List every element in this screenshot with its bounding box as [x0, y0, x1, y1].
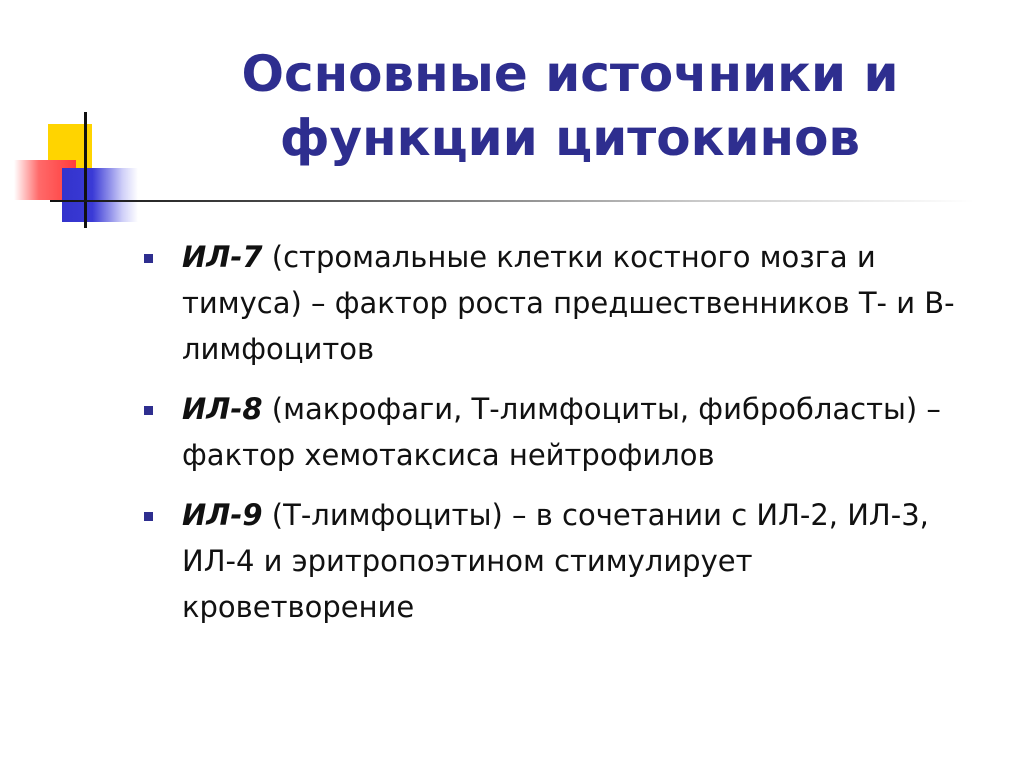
bullet-text: (стромальные клетки костного мозга и тимуса) – фактор роста предшественников Т- и В-лимфоцитов: [182, 240, 955, 366]
bullet-item-il9: [142, 492, 992, 630]
slide-title: [150, 42, 990, 170]
bullet-item-il8: [142, 386, 992, 478]
slide-title-line-1: Основные источники и: [241, 45, 899, 103]
bullet-text: (Т-лимфоциты) – в сочетании с ИЛ-2, ИЛ-3, ИЛ-4 и эритропоэтином стимулирует кроветворение: [182, 498, 929, 624]
square-bullet-icon: [144, 254, 153, 263]
vertical-line-decoration: [84, 112, 87, 228]
square-bullet-icon: [144, 512, 153, 521]
corner-ornament: [0, 0, 160, 240]
bullet-term: ИЛ-7: [182, 240, 263, 274]
bullet-term: ИЛ-8: [182, 392, 263, 426]
bullet-item-il7: [142, 234, 992, 372]
title-underline-decoration: [50, 200, 974, 202]
blue-square-decoration: [62, 168, 138, 222]
slide-title-line-2: функции цитокинов: [279, 109, 861, 167]
square-bullet-icon: [144, 406, 153, 415]
bullet-text: (макрофаги, Т-лимфоциты, фибробласты) – фактор хемотаксиса нейтрофилов: [182, 392, 941, 472]
bullet-list: [142, 234, 992, 644]
bullet-term: ИЛ-9: [182, 498, 263, 532]
